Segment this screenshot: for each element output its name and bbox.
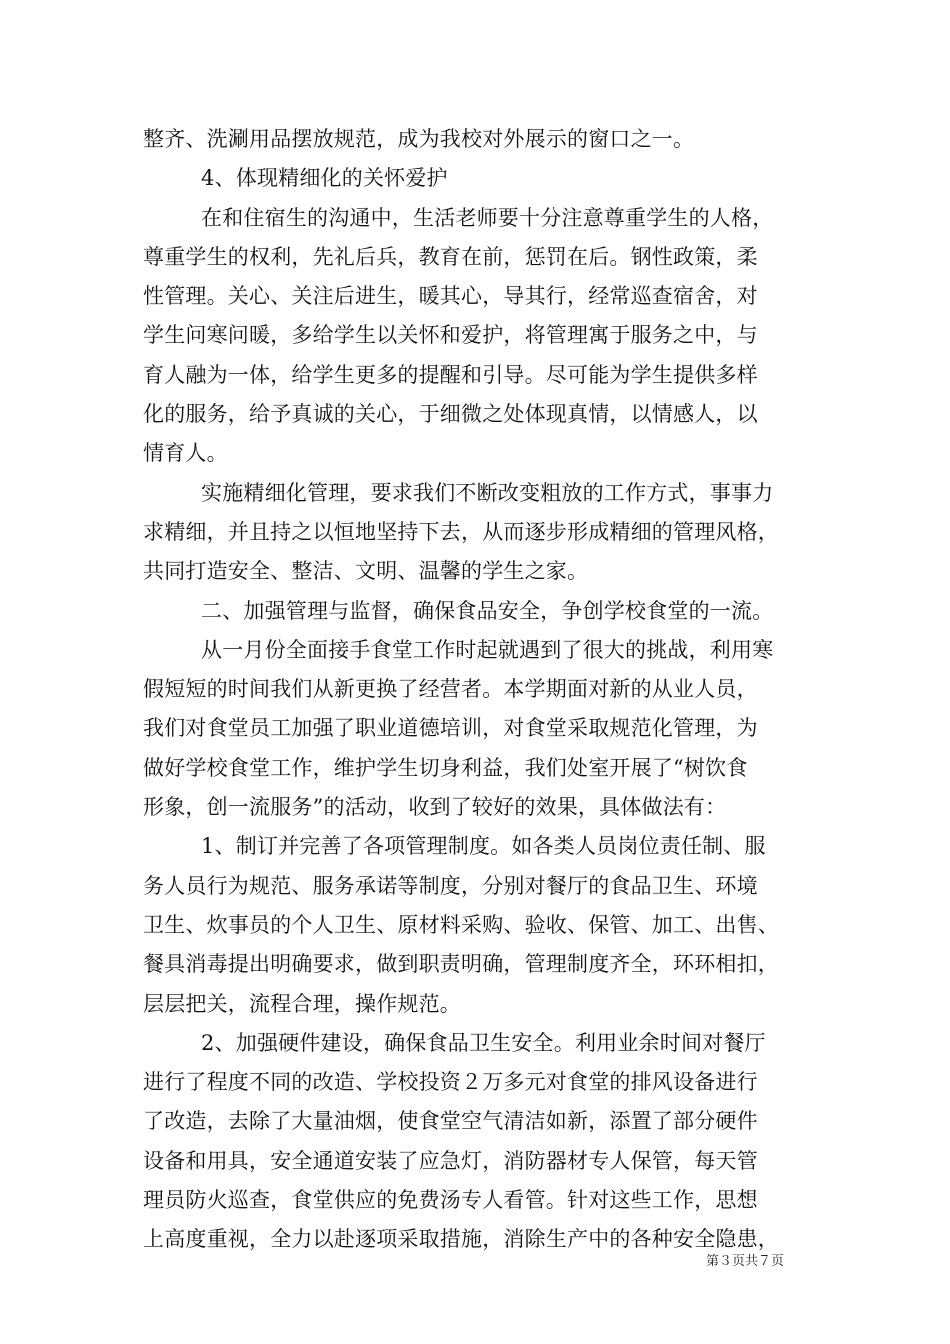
text-line: 了改造，去除了大量油烟，使食堂空气清洁如新，添置了部分硬件 [143,1109,758,1134]
text-line: 求精细，并且持之以恒地坚持下去，从而逐步形成精细的管理风格， [143,519,779,544]
text-line: 卫生、炊事员的个人卫生、原材料采购、验收、保管、加工、出售、 [143,912,779,937]
text-line: 育人融为一体，给学生更多的提醒和引导。尽可能为学生提供多样 [143,362,758,387]
text-line: 形象，创一流服务”的活动，收到了较好的效果，具体做法有： [143,795,727,820]
text-line: 学生问寒问暖，多给学生以关怀和爱护，将管理寓于服务之中，与 [143,323,758,348]
text-line: 尊重学生的权利，先礼后兵，教育在前，惩罚在后。钢性政策，柔 [143,244,758,269]
text-line: 二、加强管理与监督，确保食品安全，争创学校食堂的一流。 [201,598,774,623]
text-line: 上高度重视，全力以赴逐项采取措施，消除生产中的各种安全隐患， [143,1227,779,1252]
text-line: 从一月份全面接手食堂工作时起就遇到了很大的挑战，利用寒 [201,637,774,662]
text-line: 进行了程度不同的改造、学校投资２万多元对食堂的排风设备进行 [143,1070,758,1095]
text-line: 设备和用具，安全通道安装了应急灯，消防器材专人保管，每天管 [143,1148,758,1173]
text-line: 层层把关，流程合理，操作规范。 [143,991,461,1016]
document-body [143,120,823,1260]
text-line: 在和住宿生的沟通中，生活老师要十分注意尊重学生的人格， [201,205,774,230]
text-line: 整齐、洗涮用品摆放规范，成为我校对外展示的窗口之一。 [143,127,695,151]
text-line: 假短短的时间我们从新更换了经营者。本学期面对新的从业人员， [143,677,758,702]
text-line: 情育人。 [143,441,228,466]
text-line: 实施精细化管理，要求我们不断改变粗放的工作方式，事事力 [201,480,774,505]
text-line: 我们对食堂员工加强了职业道德培训，对食堂采取规范化管理，为 [143,716,758,741]
text-line: 2、加强硬件建设，确保食品卫生安全。利用业余时间对餐厅 [201,1030,766,1055]
text-line: 化的服务，给予真诚的关心，于细微之处体现真情，以情感人，以 [143,402,758,427]
text-line: 性管理。关心、关注后进生，暖其心，导其行，经常巡查宿舍，对 [143,284,758,309]
text-line: 4、体现精细化的关怀爱护 [201,166,448,191]
text-line: 理员防火巡查，食堂供应的免费汤专人看管。针对这些工作，思想 [143,1188,758,1213]
text-line: 餐具消毒提出明确要求，做到职责明确，管理制度齐全，环环相扣， [143,952,779,977]
text-line: 1、制订并完善了各项管理制度。如各类人员岗位责任制、服 [201,834,766,859]
page-number: 第３页共７页 [706,1254,785,1269]
text-line: 务人员行为规范、服务承诺等制度，分别对餐厅的食品卫生、环境 [143,873,758,898]
text-line: 做好学校食堂工作，维护学生切身利益，我们处室开展了“树饮食 [143,755,748,780]
text-line: 共同打造安全、整洁、文明、温馨的学生之家。 [143,559,589,584]
